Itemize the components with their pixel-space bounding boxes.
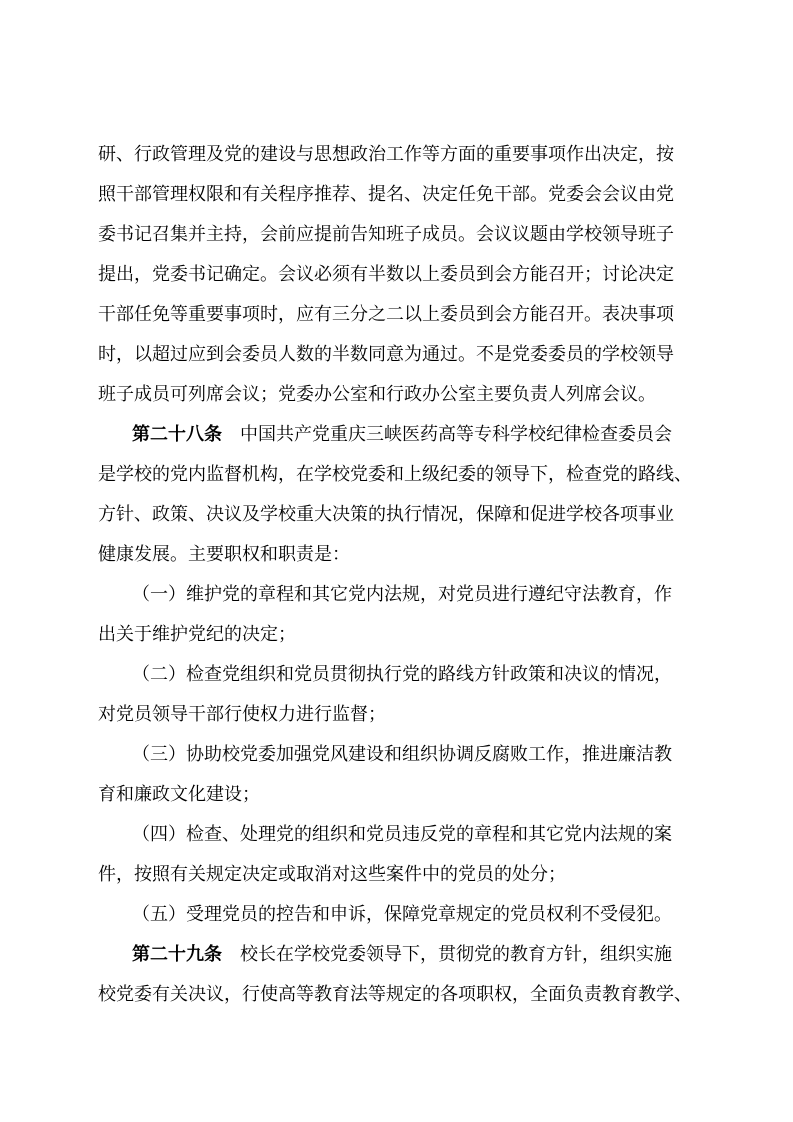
list-item-line: （一）维护党的章程和其它党内法规，对党员进行遵纪守法教育，作 [132,584,672,605]
paragraph-line: 校党委有关决议，行使高等教育法等规定的各项职权，全面负责教育教学、 [98,984,692,1005]
paragraph-line: 委书记召集并主持，会前应提前告知班子成员。会议议题由学校领导班子 [98,224,674,245]
paragraph-line: 干部任免等重要事项时，应有三分之二以上委员到会方能召开。表决事项 [98,304,674,325]
paragraph-line: 时，以超过应到会委员人数的半数同意为通过。不是党委委员的学校领导 [98,344,674,365]
paragraph-line: 是学校的党内监督机构，在学校党委和上级纪委的领导下，检查党的路线、 [98,464,692,485]
list-item-line: 出关于维护党纪的决定； [98,624,296,645]
paragraph-line: 照干部管理权限和有关程序推荐、提名、决定任免干部。党委会会议由党 [98,184,674,205]
paragraph-line: 提出，党委书记确定。会议必须有半数以上委员到会方能召开；讨论决定 [98,264,674,285]
paragraph-line: 班子成员可列席会议；党委办公室和行政办公室主要负责人列席会议。 [98,384,656,405]
article-label: 第二十八条 [132,424,222,445]
article-text: 中国共产党重庆三峡医药高等专科学校纪律检查委员会 [222,424,672,445]
list-item-line: （五）受理党员的控告和申诉，保障党章规定的党员权利不受侵犯。 [132,904,672,925]
paragraph-line: 健康发展。主要职权和职责是： [98,544,350,565]
list-item-line: 件，按照有关规定决定或取消对这些案件中的党员的处分； [98,864,566,885]
list-item-line: 对党员领导干部行使权力进行监督； [98,704,386,725]
list-item-line: 育和廉政文化建设； [98,784,260,805]
list-item-line: （二）检查党组织和党员贯彻执行党的路线方针政策和决议的情况， [132,664,672,685]
list-item-line: （三）协助校党委加强党风建设和组织协调反腐败工作，推进廉洁教 [132,744,672,765]
article-text: 校长在学校党委领导下，贯彻党的教育方针，组织实施 [222,944,672,965]
article-first-line [132,423,672,447]
paragraph-line: 研、行政管理及党的建设与思想政治工作等方面的重要事项作出决定，按 [98,144,674,165]
paragraph-line: 方针、政策、决议及学校重大决策的执行情况，保障和促进学校各项事业 [98,504,674,525]
article-label: 第二十九条 [132,944,222,965]
article-first-line [132,943,672,967]
list-item-line: （四）检查、处理党的组织和党员违反党的章程和其它党内法规的案 [132,824,672,845]
